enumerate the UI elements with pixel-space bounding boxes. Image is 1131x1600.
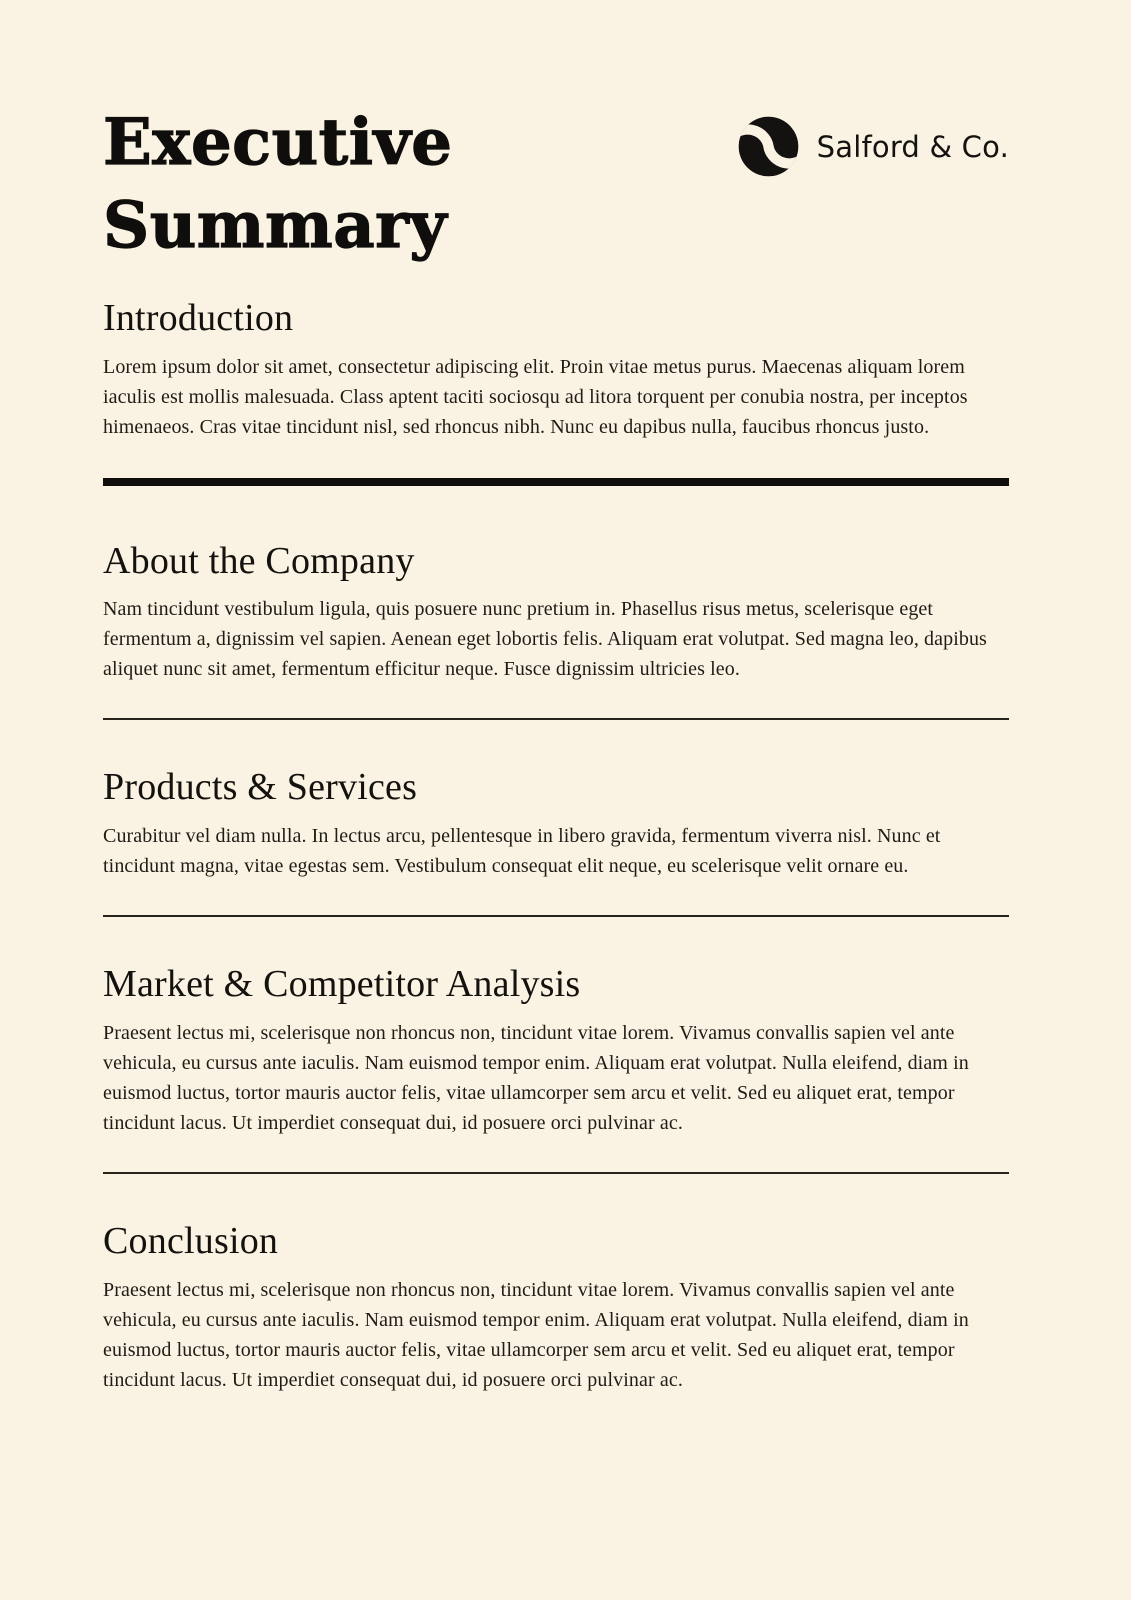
document-header bbox=[103, 102, 1009, 267]
section-body-text: Praesent lectus mi, scelerisque non rhoncus non, tincidunt vitae lorem. Vivamus convallis sapien vel ante vehicula, eu cursus ante iaculis. Nam euismod tempor enim. Aliquam erat volutpat. Nulla eleifend, diam in euismod luctus, tortor mauris auctor felis, vitae ullamcorper sem arcu et velit. Sed eu aliquet erat, tempor tincidunt lacus. Ut imperdiet consequat dui, id posuere orci pulvinar ac. bbox=[103, 1021, 969, 1134]
section-body-text: Praesent lectus mi, scelerisque non rhoncus non, tincidunt vitae lorem. Vivamus convallis sapien vel ante vehicula, eu cursus ante iaculis. Nam euismod tempor enim. Aliquam erat volutpat. Nulla eleifend, diam in euismod luctus, tortor mauris auctor felis, vitae ullamcorper sem arcu et velit. Sed eu aliquet erat, tempor tincidunt lacus. Ut imperdiet consequat dui, id posuere orci pulvinar ac. bbox=[103, 1278, 969, 1391]
section-body-text: Nam tincidunt vestibulum ligula, quis posuere nunc pretium in. Phasellus risus metus, scelerisque eget fermentum a, dignissim vel sapien. Aenean eget lobortis felis. Aliquam erat volutpat. Sed magna leo, dapibus aliquet nunc sit amet, fermentum efficitur neque. Fusce dignissim ultricies leo. bbox=[103, 598, 987, 681]
section-divider-thin bbox=[103, 718, 1009, 720]
section-about-the-company bbox=[103, 540, 1009, 685]
page-title: Executive Summary bbox=[103, 105, 453, 263]
section-heading: Introduction bbox=[103, 297, 294, 340]
s-swirl-logo-icon bbox=[736, 114, 801, 179]
section-introduction bbox=[103, 297, 1009, 442]
section-products-services bbox=[103, 766, 1009, 881]
section-conclusion bbox=[103, 1220, 1009, 1395]
brand-logo bbox=[736, 114, 1009, 179]
section-heading: About the Company bbox=[103, 539, 415, 582]
section-divider-thin bbox=[103, 1172, 1009, 1174]
brand-name: Salford & Co. bbox=[816, 129, 1009, 164]
section-heading: Conclusion bbox=[103, 1219, 279, 1262]
section-heading: Products & Services bbox=[103, 766, 418, 809]
section-body-text: Curabitur vel diam nulla. In lectus arcu, pellentesque in libero gravida, fermentum viverra nisl. Nunc et tincidunt magna, vitae egestas sem. Vestibulum consequat elit neque, eu scelerisque velit ornare eu. bbox=[103, 825, 941, 878]
section-body-text: Lorem ipsum dolor sit amet, consectetur adipiscing elit. Proin vitae metus purus. Maecenas aliquam lorem iaculis est mollis malesuada. Class aptent taciti sociosqu ad litora torquent per conubia nostra, per inceptos himenaeos. Cras vitae tincidunt nisl, sed rhoncus nibh. Nunc eu dapibus nulla, faucibus rhoncus justo. bbox=[103, 355, 968, 438]
section-divider-thick bbox=[103, 478, 1009, 486]
section-divider-thin bbox=[103, 915, 1009, 917]
section-heading: Market & Competitor Analysis bbox=[103, 963, 581, 1006]
section-market-competitor-analysis bbox=[103, 963, 1009, 1138]
